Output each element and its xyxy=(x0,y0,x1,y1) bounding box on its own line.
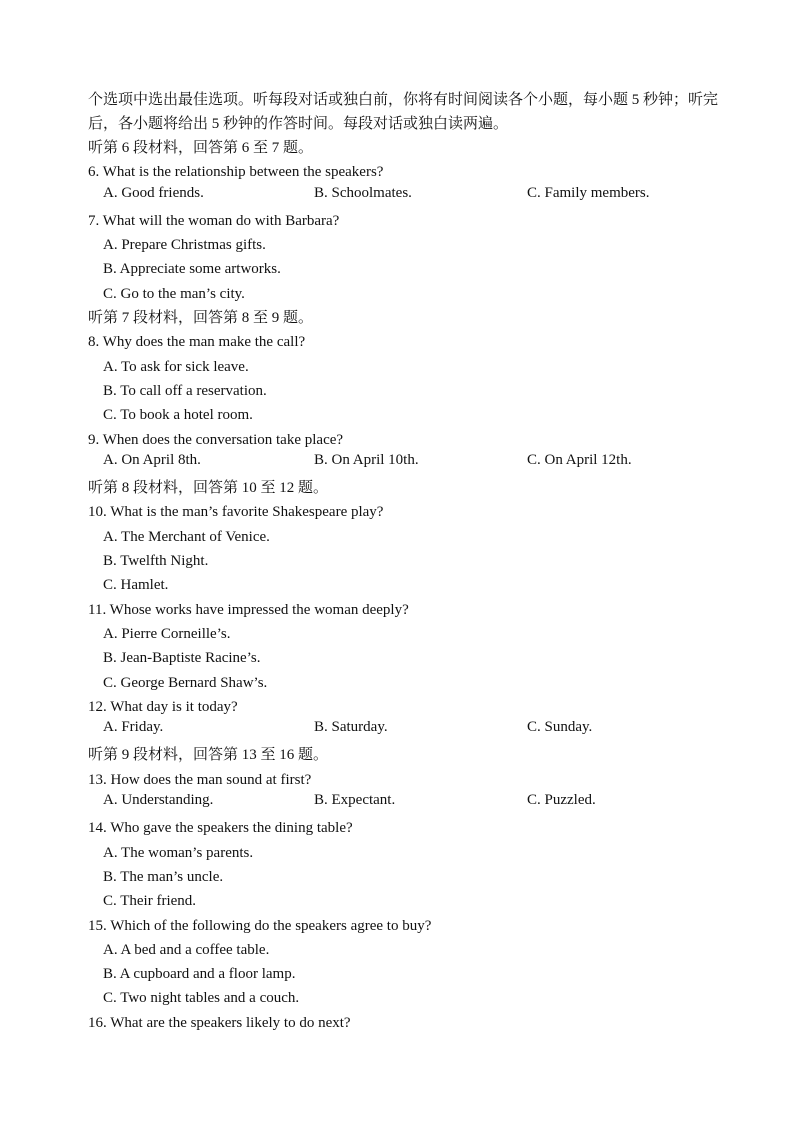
answer-option: B. Saturday. xyxy=(314,719,388,736)
answer-option: C. George Bernard Shaw’s. xyxy=(103,674,268,691)
answer-option: B. Expectant. xyxy=(314,792,396,809)
question-text: 14. Who gave the speakers the dining table? xyxy=(88,820,353,837)
option-row xyxy=(88,185,728,209)
answer-option: A. Understanding. xyxy=(103,792,214,809)
answer-option: A. Friday. xyxy=(103,719,164,736)
answer-option: A. Good friends. xyxy=(103,184,204,201)
answer-option: A. The woman’s parents. xyxy=(103,844,254,861)
answer-option: B. To call off a reservation. xyxy=(103,382,267,399)
answer-option: C. Go to the man’s city. xyxy=(103,285,245,302)
answer-option: A. The Merchant of Venice. xyxy=(103,528,270,545)
question-text: 6. What is the relationship between the speakers? xyxy=(88,164,384,181)
answer-option: B. Appreciate some artworks. xyxy=(103,261,281,278)
answer-option: B. Schoolmates. xyxy=(314,184,412,201)
question-text: 15. Which of the following do the speakers agree to buy? xyxy=(88,917,432,934)
answer-option: C. Their friend. xyxy=(103,893,197,910)
answer-option: B. A cupboard and a floor lamp. xyxy=(103,966,296,983)
question-list xyxy=(88,136,728,1035)
answer-option: A. To ask for sick leave. xyxy=(103,358,249,375)
answer-option: B. On April 10th. xyxy=(314,451,419,468)
answer-option: C. Family members. xyxy=(527,184,650,201)
answer-option: B. The man’s uncle. xyxy=(103,868,224,885)
section-header: 听第 7 段材料，回答第 8 至 9 题。 xyxy=(88,310,314,327)
answer-option: B. Twelfth Night. xyxy=(103,553,209,570)
option-row xyxy=(88,719,728,743)
question-text: 11. Whose works have impressed the woman deeply? xyxy=(88,601,409,618)
section-header: 听第 9 段材料，回答第 13 至 16 题。 xyxy=(88,747,329,764)
answer-option: C. Puzzled. xyxy=(527,792,596,809)
option-row xyxy=(88,452,728,476)
question-text: 9. When does the conversation take place? xyxy=(88,431,344,448)
question-text: 7. What will the woman do with Barbara? xyxy=(88,212,340,229)
instructions-text: 个选项中选出最佳选项。听每段对话或独白前，你将有时间阅读各个小题，每小题 5 秒钟；听完后，各小题将给出 5 秒钟的作答时间。每段对话或独白读两遍。 xyxy=(88,92,719,132)
section-header: 听第 6 段材料，回答第 6 至 7 题。 xyxy=(88,140,314,156)
answer-option: C. Two night tables and a couch. xyxy=(103,990,300,1007)
answer-option: C. To book a hotel room. xyxy=(103,407,253,424)
answer-option: B. Jean-Baptiste Racine’s. xyxy=(103,650,261,667)
answer-option: A. Prepare Christmas gifts. xyxy=(103,237,266,254)
question-text: 10. What is the man’s favorite Shakespeare play? xyxy=(88,504,384,521)
question-text: 13. How does the man sound at first? xyxy=(88,771,312,788)
section-header: 听第 8 段材料，回答第 10 至 12 题。 xyxy=(88,480,329,497)
question-text: 8. Why does the man make the call? xyxy=(88,334,306,351)
answer-option: A. A bed and a coffee table. xyxy=(103,941,270,958)
answer-option: C. On April 12th. xyxy=(527,451,632,468)
question-text: 16. What are the speakers likely to do next? xyxy=(88,1014,351,1031)
answer-option: A. Pierre Corneille’s. xyxy=(103,625,231,642)
answer-option: C. Sunday. xyxy=(527,719,593,736)
exam-page xyxy=(88,88,728,1035)
option-row xyxy=(88,792,728,816)
question-text: 12. What day is it today? xyxy=(88,698,238,715)
answer-option: C. Hamlet. xyxy=(103,577,169,594)
answer-option: A. On April 8th. xyxy=(103,451,201,468)
